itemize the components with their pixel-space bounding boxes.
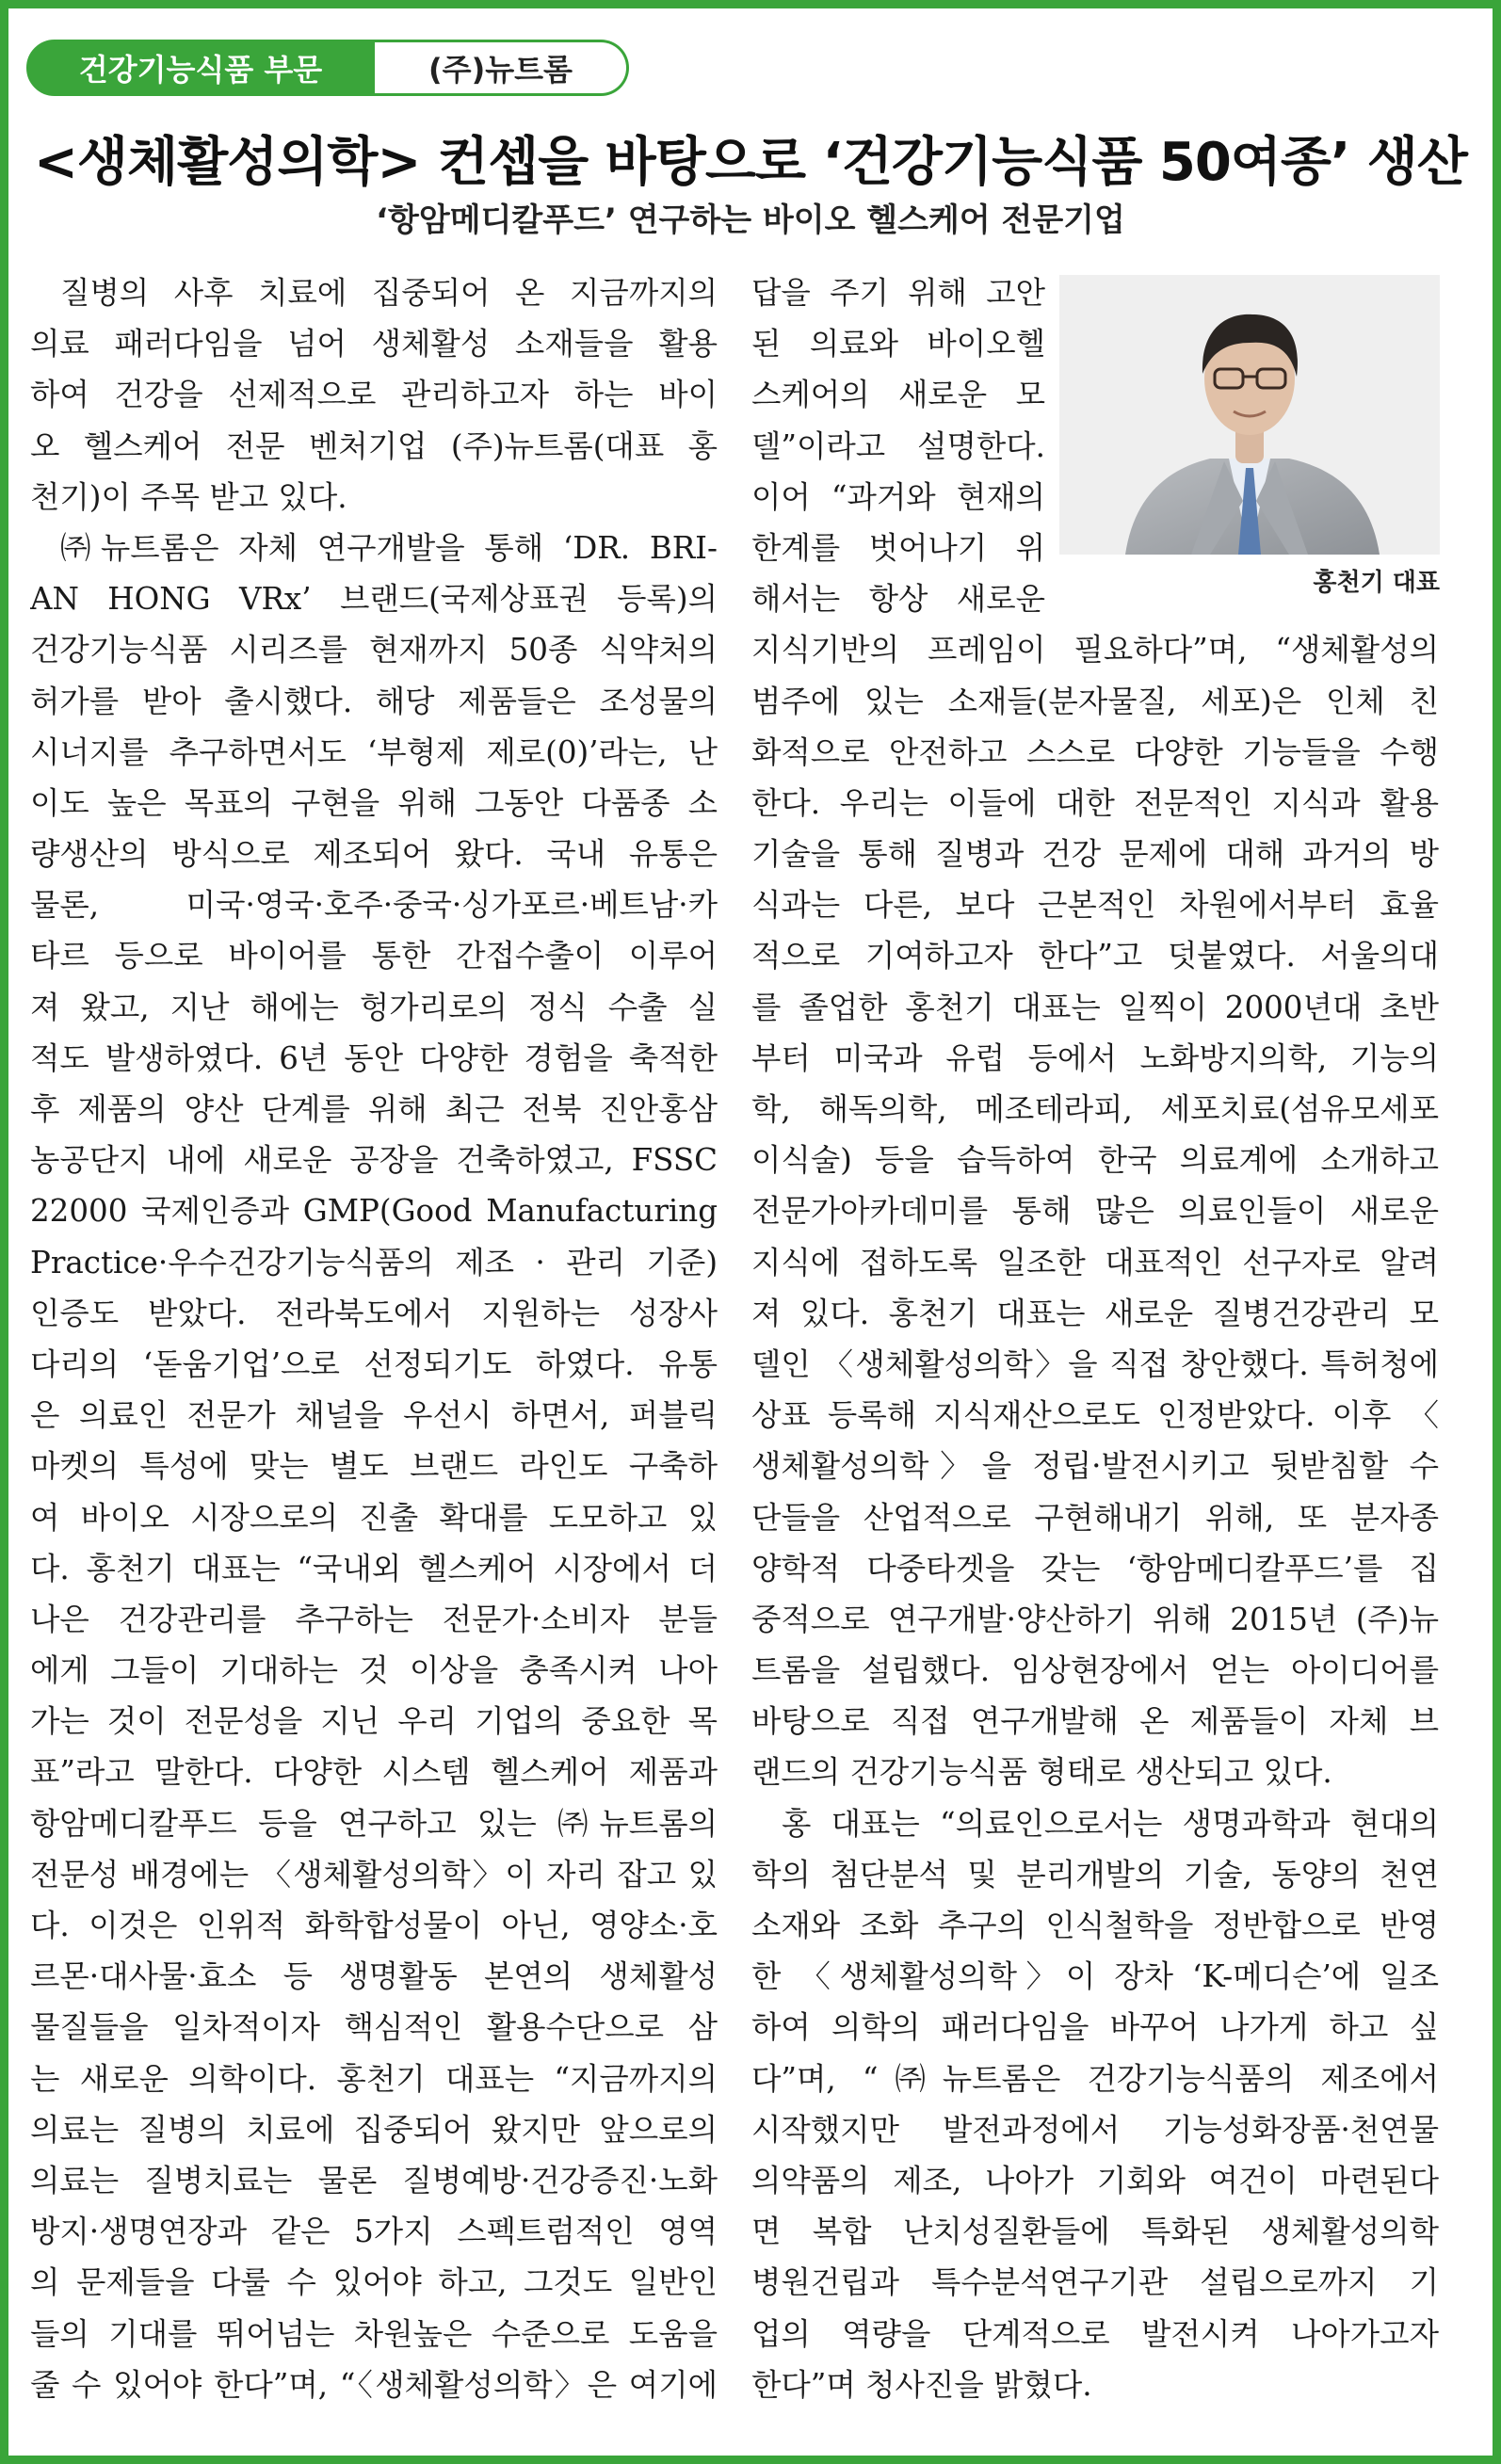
body-line: AN HONG VRx’ 브랜드(국제상표권 등록)의 <box>30 581 718 618</box>
body-line: 전문가아카데미를 통해 많은 의료인들이 새로운 <box>751 1193 1439 1230</box>
headline: <생체활성의학> 컨셉을 바탕으로 ‘건강기능식품 50여종’ 생산 <box>33 132 1467 193</box>
body-line: 면 복합 난치성질환들에 특화된 생체활성의학 <box>751 2214 1439 2250</box>
body-line: 단들을 산업적으로 구현해내기 위해, 또 분자종 <box>751 1499 1439 1536</box>
body-line: 져 있다. 홍천기 대표는 새로운 질병건강관리 모 <box>751 1295 1439 1331</box>
body-line: ㈜뉴트롬은 자체 연구개발을 통해 ‘DR. BRI- <box>60 529 718 566</box>
body-line: 표”라고 말한다. 다양한 시스템 헬스케어 제품과 <box>30 1754 718 1791</box>
body-line: 병원건립과 특수분석연구기관 설립으로까지 기 <box>751 2264 1439 2301</box>
body-line: 가는 것이 전문성을 지닌 우리 기업의 중요한 목 <box>30 1703 718 1740</box>
body-line: 하여 건강을 선제적으로 관리하고자 하는 바이 <box>30 377 718 413</box>
body-line: 답을 주기 위해 고안 <box>751 275 1045 311</box>
body-line: 타르 등으로 바이어를 통한 간접수출이 이루어 <box>30 938 718 974</box>
body-line: 들의 기대를 뛰어넘는 차원높은 수준으로 도움을 <box>30 2315 718 2352</box>
body-line: 업의 역량을 단계적으로 발전시켜 나아가고자 <box>751 2315 1439 2352</box>
subheadline: ‘항암메디칼푸드’ 연구하는 바이오 헬스케어 전문기업 <box>376 201 1125 239</box>
body-line: 이어 “과거와 현재의 <box>751 478 1045 515</box>
body-line: 다. 이것은 인위적 화학합성물이 아닌, 영양소·호 <box>30 1908 718 1943</box>
body-line: 시작했지만 발전과정에서 기능성화장품·천연물 <box>751 2111 1439 2148</box>
body-line: 학의 첨단분석 및 분리개발의 기술, 동양의 천연 <box>751 1856 1439 1892</box>
body-line: 농공단지 내에 새로운 공장을 건축하였고, FSSC <box>30 1142 718 1179</box>
body-line: 를 졸업한 홍천기 대표는 일찍이 2000년대 초반 <box>751 989 1439 1025</box>
body-line: 학, 해독의학, 메조테라피, 세포치료(섬유모세포 <box>751 1091 1439 1127</box>
body-line: 허가를 받아 출시했다. 해당 제품들은 조성물의 <box>30 683 718 719</box>
body-line: 적도 발생하였다. 6년 동안 다양한 경험을 축적한 <box>30 1039 718 1076</box>
body-line: 지식에 접하도록 일조한 대표적인 선구자로 알려 <box>751 1244 1439 1280</box>
body-line: 상표 등록해 지식재산으로도 인정받았다. 이후 〈 <box>751 1397 1439 1434</box>
body-line: 스케어의 새로운 모 <box>751 377 1045 413</box>
body-line: 해서는 항상 새로운 <box>751 581 1045 618</box>
body-line: 의료는 질병치료는 물론 질병예방·건강증진·노화 <box>30 2162 718 2198</box>
body-line: 에게 그들이 기대하는 것 이상을 충족시켜 나아 <box>30 1652 718 1689</box>
body-line: 의료 패러다임을 넘어 생체활성 소재들을 활용 <box>30 326 718 362</box>
body-line: 한다”며 청사진을 밝혔다. <box>751 2366 1092 2403</box>
body-line: 물질들을 일차적이자 핵심적인 활용수단으로 삼 <box>30 2009 718 2046</box>
ceo-portrait-icon <box>1059 275 1440 555</box>
section-tag <box>26 40 629 96</box>
body-line: 기술을 통해 질병과 건강 문제에 대해 과거의 방 <box>751 836 1439 873</box>
photo-caption: 홍천기 대표 <box>1313 569 1440 597</box>
body-line: 방지·생명연장과 같은 5가지 스펙트럼적인 영역 <box>30 2214 718 2250</box>
body-line: 한계를 벗어나기 위 <box>751 529 1045 566</box>
body-line: 의료는 질병의 치료에 집중되어 왔지만 앞으로의 <box>30 2111 718 2148</box>
section-company: (주)뉴트롬 <box>375 40 629 96</box>
body-line: 한다. 우리는 이들에 대한 전문적인 지식과 활용 <box>751 784 1439 821</box>
body-line: 생체활성의학〉을 정립·발전시키고 뒷받침할 수 <box>751 1448 1439 1485</box>
body-line: 홍 대표는 “의료인으로서는 생명과학과 현대의 <box>782 1805 1439 1842</box>
body-line: 천기)이 주목 받고 있다. <box>30 478 347 515</box>
body-line: 랜드의 건강기능식품 형태로 생산되고 있다. <box>751 1754 1332 1791</box>
body-line: 하여 의학의 패러다임을 바꾸어 나가게 하고 싶 <box>751 2009 1439 2046</box>
body-line: 전문성 배경에는 〈생체활성의학〉이 자리 잡고 있 <box>30 1856 718 1892</box>
body-line: Practice·우수건강기능식품의 제조 · 관리 기준) <box>30 1244 718 1280</box>
body-line: 화적으로 안전하고 스스로 다양한 기능들을 수행 <box>751 733 1439 770</box>
body-line: 중적으로 연구개발·양산하기 위해 2015년 (주)뉴 <box>751 1601 1439 1637</box>
body-line: 마켓의 특성에 맞는 별도 브랜드 라인도 구축하 <box>30 1448 718 1485</box>
body-line: 물론, 미국·영국·호주·중국·싱가포르·베트남·카 <box>30 887 718 924</box>
body-line: 져 왔고, 지난 해에는 헝가리로의 정식 수출 실 <box>30 989 718 1025</box>
body-line: 양학적 다중타겟을 갖는 ‘항암메디칼푸드’를 집 <box>751 1550 1439 1586</box>
body-line: 후 제품의 양산 단계를 위해 최근 전북 진안홍삼 <box>30 1091 718 1127</box>
body-line: 인증도 받았다. 전라북도에서 지원하는 성장사 <box>30 1295 718 1331</box>
body-line: 이식술) 등을 습득하여 한국 의료계에 소개하고 <box>751 1142 1439 1179</box>
body-line: 항암메디칼푸드 등을 연구하고 있는 ㈜뉴트롬의 <box>30 1805 718 1842</box>
body-line: 이도 높은 목표의 구현을 위해 그동안 다품종 소 <box>30 784 718 821</box>
body-line: 은 의료인 전문가 채널을 우선시 하면서, 퍼블릭 <box>30 1397 718 1434</box>
body-line: 트롬을 설립했다. 임상현장에서 얻는 아이디어를 <box>751 1652 1439 1689</box>
body-line: 량생산의 방식으로 제조되어 왔다. 국내 유통은 <box>30 836 718 873</box>
body-line: 여 바이오 시장으로의 진출 확대를 도모하고 있 <box>30 1499 718 1536</box>
body-line: 부터 미국과 유럽 등에서 노화방지의학, 기능의 <box>751 1039 1439 1076</box>
body-line: 는 새로운 의학이다. 홍천기 대표는 “지금까지의 <box>30 2060 718 2097</box>
body-line: 된 의료와 바이오헬 <box>751 326 1045 362</box>
body-line: 오 헬스케어 전문 벤처기업 (주)뉴트롬(대표 홍 <box>30 427 718 464</box>
body-line: 범주에 있는 소재들(분자물질, 세포)은 인체 친 <box>751 683 1439 719</box>
body-column-1 <box>30 267 718 2410</box>
body-line: 줄 수 있어야 한다”며, “〈생체활성의학〉은 여기에 <box>30 2366 718 2403</box>
body-line: 바탕으로 직접 연구개발해 온 제품들이 자체 브 <box>751 1703 1439 1740</box>
body-line: 다리의 ‘돋움기업’으로 선정되기도 하였다. 유통 <box>30 1345 718 1382</box>
body-line: 22000 국제인증과 GMP(Good Manufacturing <box>30 1193 718 1230</box>
body-line: 다”며, “㈜뉴트롬은 건강기능식품의 제조에서 <box>751 2060 1439 2097</box>
body-line: 지식기반의 프레임이 필요하다”며, “생체활성의 <box>751 632 1439 668</box>
body-line: 나은 건강관리를 추구하는 전문가·소비자 분들 <box>30 1601 718 1637</box>
section-category: 건강기능식품 부문 <box>26 40 375 96</box>
body-line: 르몬·대사물·효소 등 생명활동 본연의 생체활성 <box>30 1958 718 1995</box>
body-line: 질병의 사후 치료에 집중되어 온 지금까지의 <box>60 275 718 311</box>
body-line: 델인 〈생체활성의학〉을 직접 창안했다. 특허청에 <box>751 1345 1439 1382</box>
body-line: 의약품의 제조, 나아가 기회와 여건이 마련된다 <box>751 2162 1439 2198</box>
body-line: 한 〈생체활성의학〉이 장차 ‘K-메디슨’에 일조 <box>751 1958 1439 1995</box>
body-line: 다. 홍천기 대표는 “국내외 헬스케어 시장에서 더 <box>30 1550 718 1586</box>
body-line: 건강기능식품 시리즈를 현재까지 50종 식약처의 <box>30 632 718 668</box>
body-line: 소재와 조화 추구의 인식철학을 정반합으로 반영 <box>751 1908 1439 1943</box>
ceo-photo <box>1059 275 1440 555</box>
body-line: 델”이라고 설명한다. <box>751 427 1045 464</box>
body-line: 시너지를 추구하면서도 ‘부형제 제로(0)’라는, 난 <box>30 733 718 770</box>
body-line: 적으로 기여하고자 한다”고 덧붙였다. 서울의대 <box>751 938 1439 974</box>
body-line: 의 문제들을 다룰 수 있어야 하고, 그것도 일반인 <box>30 2264 718 2301</box>
body-line: 식과는 다른, 보다 근본적인 차원에서부터 효율 <box>751 887 1439 924</box>
